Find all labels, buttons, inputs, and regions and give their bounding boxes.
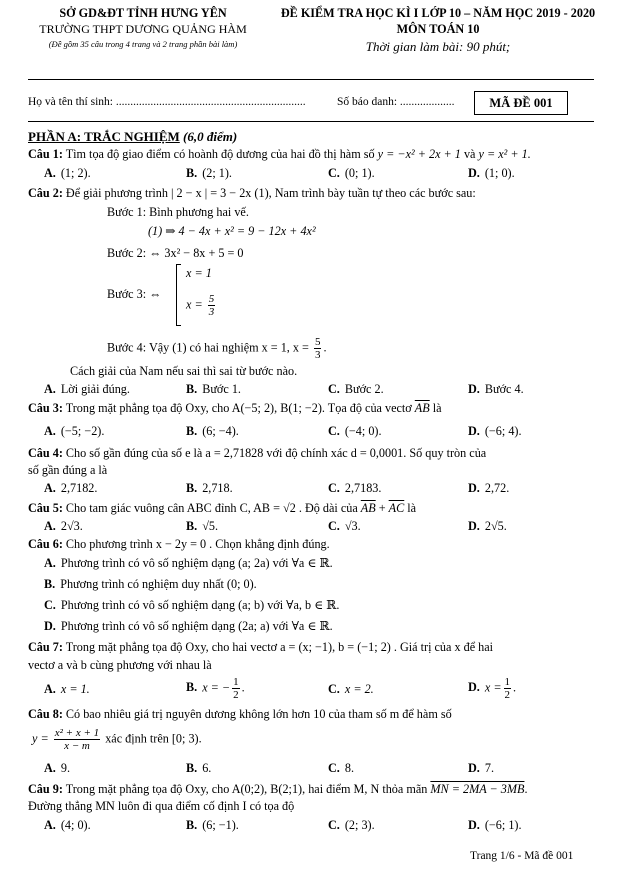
q7-option-a: A. x = 1.	[44, 682, 90, 696]
q9-option-d: D. (−6; 1).	[468, 818, 522, 832]
q2-step-1-equation: (1) ⇒ 4 − 4x + x² = 9 − 12x + 4x²	[148, 224, 316, 238]
q9-option-a: A. (4; 0).	[44, 818, 91, 832]
department-name: SỞ GD&ĐT TỈNH HƯNG YÊN	[59, 6, 227, 20]
q5-option-a: A. 2√3.	[44, 519, 83, 533]
q5-option-d: D. 2√5.	[468, 519, 507, 533]
subject-title: MÔN TOÁN 10	[396, 22, 480, 36]
q2-option-d: D. Bước 4.	[468, 382, 524, 396]
exam-title: ĐỀ KIỂM TRA HỌC KÌ I LỚP 10 – NĂM HỌC 2019 - 2020	[280, 6, 596, 20]
q2-step-2: Bước 2: ⇔ 3x² − 8x + 5 = 0	[107, 246, 244, 260]
q9-option-b: B. (6; −1).	[186, 818, 239, 832]
question-7: Câu 7: Trong mặt phẳng tọa độ Oxy, cho hai vectơ a = (x; −1), b = (−1; 2) . Giá trị của x để hai	[28, 640, 494, 654]
header-rule-top	[28, 79, 594, 80]
q1-option-c: C. (0; 1).	[328, 166, 375, 180]
q6-option-d: D. Phương trình có vô số nghiệm dạng (2a; a) với ∀a ∈ ℝ.	[44, 619, 333, 633]
exam-note: (Đề gồm 35 câu trong 4 trang và 2 trang phần bài làm)	[48, 39, 238, 49]
q2-option-a: A. Lời giải đúng.	[44, 382, 130, 396]
q1-option-b: B. (2; 1).	[186, 166, 232, 180]
q4-option-b: B. 2,718.	[186, 481, 233, 495]
question-4: Câu 4: Cho số gần đúng của số e là a = 2,71828 với độ chính xác d = 0,0001. Số quy tròn của	[28, 446, 487, 460]
section-title: PHẦN A: TRẮC NGHIỆM (6,0 điểm)	[28, 129, 238, 144]
q2-option-b: B. Bước 1.	[186, 382, 241, 396]
q2-step-3-root-2: x = $\frac{5}{3}$	[186, 293, 215, 318]
q8-option-b: B. 6.	[186, 761, 212, 775]
q5-option-b: B. √5.	[186, 519, 219, 533]
q3-option-c: C. (−4; 0).	[328, 424, 382, 438]
q3-option-d: D. (−6; 4).	[468, 424, 522, 438]
q2-step-3: Bước 3: ⇔	[107, 287, 162, 301]
q4-option-d: D. 2,72.	[468, 481, 510, 495]
q6-option-c: C. Phương trình có vô số nghiệm dạng (a; b) với ∀a, b ∈ ℝ.	[44, 598, 340, 612]
question-9-cont: Đường thẳng MN luôn đi qua điểm cố định I có tọa độ	[28, 799, 295, 813]
q8-option-c: C. 8.	[328, 761, 354, 775]
q3-option-b: B. (6; −4).	[186, 424, 239, 438]
q6-option-a: A. Phương trình có vô số nghiệm dạng (a; 2a) với ∀a ∈ ℝ.	[44, 556, 333, 570]
question-7-cont: vectơ a và b cùng phương với nhau là	[28, 658, 212, 672]
sbd-field: Số báo danh: ...................	[337, 96, 455, 108]
exam-code-box: MÃ ĐỀ 001	[474, 91, 568, 115]
q7-option-c: C. x = 2.	[328, 682, 374, 696]
exam-time: Thời gian làm bài: 90 phút;	[365, 39, 511, 54]
q2-system-bracket	[176, 264, 181, 326]
question-9: Câu 9: Trong mặt phẳng tọa độ Oxy, cho A(0;2), B(2;1), hai điểm M, N thỏa mãn MN = 2MA − 3MB.	[28, 782, 528, 796]
question-8-function: y = $\frac{\text{x² + x + 1}}{x - m}$ xác định trên [0; 3).	[32, 727, 202, 752]
q1-option-a: A. (1; 2).	[44, 166, 91, 180]
q8-option-a: A. 9.	[44, 761, 70, 775]
question-1: Câu 1: Tìm tọa độ giao điểm có hoành độ dương của hai đồ thị hàm số y = −x² + 2x + 1 và y = x² + 1.	[28, 147, 531, 161]
name-field: Họ và tên thí sinh: ..................................................................	[28, 96, 306, 108]
q7-option-d: D. x = $\frac{1}{2}$ .	[468, 676, 517, 701]
q5-option-c: C. √3.	[328, 519, 361, 533]
question-6: Câu 6: Cho phương trình x − 2y = 0 . Chọn khẳng định đúng.	[28, 537, 330, 551]
q2-option-c: C. Bước 2.	[328, 382, 384, 396]
q4-option-c: C. 2,7183.	[328, 481, 382, 495]
q2-step-1: Bước 1: Bình phương hai vế.	[107, 205, 249, 219]
q9-option-c: C. (2; 3).	[328, 818, 375, 832]
header-rule-bottom	[28, 121, 594, 122]
q2-step-3-root-1: x = 1	[186, 266, 212, 280]
question-5: Câu 5: Cho tam giác vuông cân ABC đỉnh C, AB = √2 . Độ dài của $\overline{AB} + \overline{AC}$ là	[28, 501, 417, 515]
q1-option-d: D. (1; 0).	[468, 166, 515, 180]
question-3: Câu 3: Trong mặt phẳng tọa độ Oxy, cho A(−5; 2), B(1; −2). Tọa độ của vectơ $\overline{AB}$ là	[28, 401, 442, 415]
page-footer: Trang 1/6 - Mã đề 001	[470, 850, 574, 862]
q2-ask: Cách giải của Nam nếu sai thì sai từ bước nào.	[70, 364, 298, 378]
school-name: TRƯỜNG THPT DƯƠNG QUẢNG HÀM	[39, 22, 247, 36]
q3-option-a: A. (−5; −2).	[44, 424, 105, 438]
question-8: Câu 8: Có bao nhiêu giá trị nguyên dương không lớn hơn 10 của tham số m để hàm số	[28, 707, 452, 721]
q8-option-d: D. 7.	[468, 761, 494, 775]
question-4-cont: số gần đúng a là	[28, 463, 108, 477]
q6-option-b: B. Phương trình có nghiệm duy nhất (0; 0).	[44, 577, 257, 591]
q2-step-4: Bước 4: Vậy (1) có hai nghiệm x = 1, x = $\frac{5}{3}$ .	[107, 336, 327, 361]
q4-option-a: A. 2,7182.	[44, 481, 98, 495]
question-2: Câu 2: Để giải phương trình | 2 − x | = 3 − 2x (1), Nam trình bày tuần tự theo các bước sau:	[28, 186, 476, 200]
q7-option-b: B. x = − $\frac{1}{2}$ .	[186, 676, 245, 701]
